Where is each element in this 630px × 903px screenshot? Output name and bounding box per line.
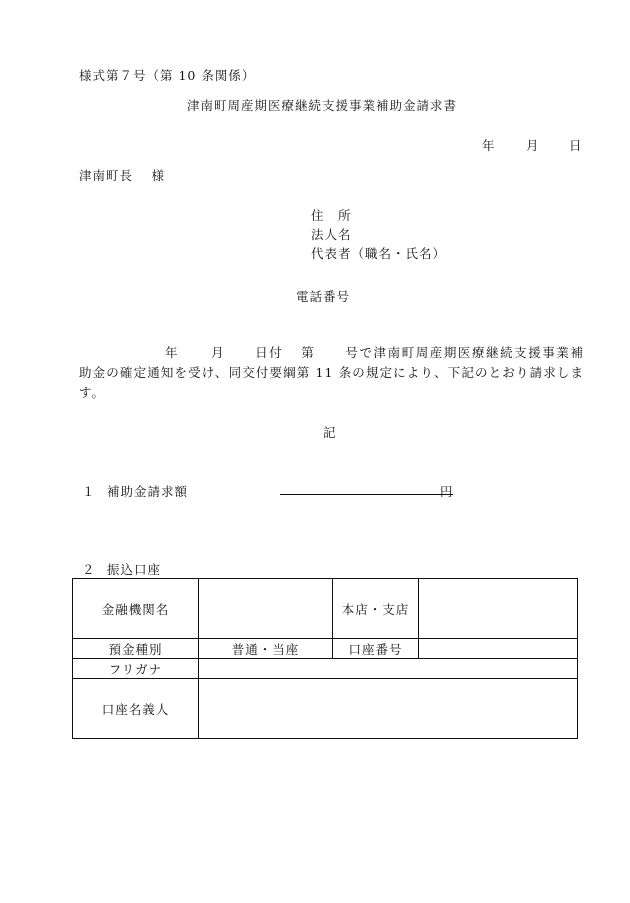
branch-label-cell: 本店・支店: [333, 579, 419, 639]
form-number: 様式第７号（第 10 条関係）: [79, 68, 256, 83]
body-month: 月: [211, 345, 226, 360]
deposit-type-label-cell: 預金種別: [73, 639, 199, 659]
table-row: [73, 579, 578, 639]
institution-label-cell: 金融機関名: [73, 579, 199, 639]
account-holder-value-cell[interactable]: [199, 679, 578, 739]
body-text-line1: で津南町周産期医療継続支援事業: [359, 345, 571, 360]
furigana-value-cell[interactable]: [199, 659, 578, 679]
account-holder-label-cell: 口座名義人: [73, 679, 199, 739]
account-number-value-cell[interactable]: [419, 639, 578, 659]
body-dai: 第: [301, 345, 316, 360]
branch-value-cell[interactable]: [419, 579, 578, 639]
corporation-label: 法人名: [311, 227, 352, 242]
body-go: 号: [345, 345, 360, 360]
section2-label: 振込口座: [107, 562, 162, 577]
account-number-label-cell: 口座番号: [333, 639, 419, 659]
date-day-label: 日: [569, 138, 582, 153]
table-row: [73, 639, 578, 659]
section2-number: ２: [82, 562, 95, 577]
document-title: 津南町周産期医療継続支援事業補助金請求書: [187, 98, 458, 113]
addressee: 津南町長 様: [79, 168, 165, 183]
amount-underline[interactable]: [280, 494, 453, 495]
section1-label: 補助金請求額: [107, 484, 189, 499]
institution-value-cell[interactable]: [199, 579, 333, 639]
section1-number: １: [82, 484, 95, 499]
table-row: [73, 659, 578, 679]
amount-unit: 円: [440, 484, 453, 499]
phone-label: 電話番号: [296, 289, 351, 304]
request-paragraph: [79, 343, 584, 403]
date-year-label: 年: [482, 138, 495, 153]
address-label: 住 所: [311, 208, 352, 223]
table-row: [73, 679, 578, 739]
furigana-label-cell: フリガナ: [73, 659, 199, 679]
date-month-label: 月: [526, 138, 539, 153]
body-year: 年: [165, 345, 180, 360]
body-day-attached: 日付: [255, 345, 284, 360]
ki-heading: 記: [323, 425, 336, 440]
bank-account-table: [72, 578, 578, 739]
deposit-type-value-cell[interactable]: 普通・当座: [199, 639, 333, 659]
representative-label: 代表者（職名・氏名）: [311, 246, 447, 261]
body-text-rest: 補助金の確定通知を受け、同交付要綱第 11 条の規定により、下記のとおり請求します。: [79, 345, 584, 400]
